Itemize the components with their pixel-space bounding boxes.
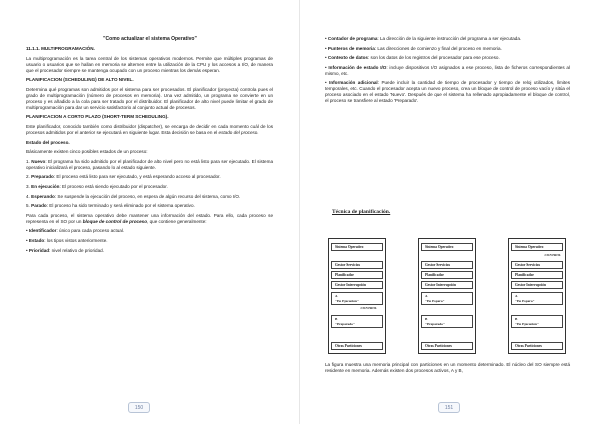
memory-column — [418, 238, 476, 354]
otras-particiones-cell: Otras Particiones — [511, 342, 563, 350]
process-b-box — [511, 315, 563, 328]
state-desc: : Se suspende la ejecución del proceso, en espera de algún recurso del sistema, como I/O. — [54, 193, 241, 199]
planificador-cell: Planificador — [331, 271, 383, 279]
left-page-text — [26, 46, 273, 257]
field-item: • Estado: los tipos vistos anteriormente. — [26, 237, 108, 243]
field-item: • Prioridad: nivel relativo de prioridad. — [26, 247, 104, 253]
field-desc: : son los datos de los registros del procesador para ese proceso. — [367, 55, 500, 61]
process-b-box — [421, 315, 473, 328]
process-a-box — [331, 292, 383, 305]
otras-particiones-cell: Otras Particiones — [421, 342, 473, 350]
state-desc: : El proceso ha sido terminado y será eliminado por el sistema operativo. — [46, 203, 195, 209]
process-b-state: "En Ejecución" — [515, 321, 539, 326]
field-name: Estado — [28, 237, 45, 243]
field-name: Prioridad — [28, 247, 50, 253]
process-a-state: "En Espera" — [425, 298, 445, 303]
process-a-label: A — [425, 294, 428, 298]
os-cell: Sistema Operativo — [331, 243, 383, 251]
process-a-box — [421, 292, 473, 305]
state-item — [26, 194, 273, 200]
paragraph-estado-intro: Básicamente existen cinco posibles estados de un proceso: — [26, 149, 148, 155]
process-a-label: A — [515, 294, 518, 298]
diagram-caption: La figura muestra una memoria principal con particiones en un momento determinado. El núcleo del SO siempre está residente en memoria. Además existen dos procesos activos, A y B, — [325, 362, 570, 373]
state-name: Parado — [31, 203, 47, 209]
field-desc: : Las direcciones de comienzo y final del proceso en memoria. — [374, 45, 502, 51]
gestor-servicios-cell: Gestor Servicios — [421, 261, 473, 269]
page-number-left: 150 — [128, 402, 150, 413]
state-item — [26, 174, 273, 180]
gestor-interrupcion-cell: Gestor Interrupción — [331, 281, 383, 289]
process-a-label: A — [335, 294, 338, 298]
field-item: • Información de estado I/O: incluye dispositivos I/O asignados a ese proceso, lista de ficheros correspondientes al mismo, etc. — [325, 64, 570, 76]
document-title: "Como actualizar el sistema Operativo" — [103, 36, 197, 42]
state-desc: : El proceso está siendo ejecutado por el procesador. — [59, 183, 168, 189]
planificador-cell: Planificador — [421, 271, 473, 279]
pcb-emphasis: bloque de control de proceso — [82, 218, 148, 224]
field-desc: : los tipos vistos anteriormente. — [44, 237, 108, 243]
field-desc: : nivel relativo de prioridad. — [49, 247, 104, 253]
state-num: 1. — [26, 158, 30, 164]
state-desc: : El proceso está listo para ser ejecutado, y está esperando acceso al procesador. — [53, 174, 221, 180]
state-name: Esperando — [31, 193, 55, 199]
field-desc: : La dirección de la siguiente instrucción del programa a ser ejecutada. — [377, 36, 522, 41]
field-name: Información adicional — [329, 80, 378, 86]
paragraph-corto-plazo — [26, 124, 273, 136]
diagram-title: Técnica de planificación. — [332, 209, 391, 215]
field-desc: : Puede incluir la cantidad de tiempo de procesador y tiempo de reloj utilizados, límites temporales, etc. Cuando el procesador acepta un nuevo proceso, crea un bloque de control de proceso vacío y sitúa el proceso asociado en el estado 'Nuevo'. Después de que el sistema ha rellenado apropiadamente el bloque de control, el proceso se transfiere al estado 'Preparado'. — [325, 80, 571, 104]
field-desc: : único para cada proceso actual. — [56, 228, 125, 234]
field-name: Contador de programa — [327, 36, 378, 41]
state-desc: : El programa ha sido admitido por el planificador de alto nivel pero no está listo para ser ejecutado. El sistema operativo inicializará el proceso, pasando lo al estado siguiente. — [26, 158, 273, 170]
state-name: Nuevo — [31, 158, 46, 164]
section-heading-corto-plazo: PLANIFICACION A CORTO PLAZO (SHORT-TERM SCHEDULING). — [26, 114, 169, 120]
field-item: • Información adicional: Puede incluir la cantidad de tiempo de procesador y tiempo de reloj utilizados, límites temporales, etc. Cuando el procesador acepta un nuevo proceso, crea un bloque de control de proceso vacío y sitúa el proceso asociado en el estado 'Nuevo'. Después de que el sistema ha rellenado apropiadamente el bloque de control, el proceso se transfiere al estado 'Preparado'. — [325, 80, 571, 104]
paragraph-multiprogramacion: La multiprogramación es la tarea central de los sistemas operativos modernos. Permite que múltiples programas de usuario o usuarios que se hallan en memoria se alternen entre la utilización de la CPU y los accesos a I/O, de manera que el procesador siempre se mantenga ocupado con un proceso mientras los demás esperan. — [26, 55, 273, 73]
state-item — [26, 203, 273, 209]
field-item: • Contador de programa: La dirección de la siguiente instrucción del programa a ser ejecutada. — [325, 36, 522, 41]
state-num: 3. — [26, 183, 30, 189]
scheduling-diagram — [326, 209, 570, 350]
gestor-servicios-cell: Gestor Servicios — [331, 261, 383, 269]
right-page-text — [325, 36, 570, 108]
process-a-state: "En Espera" — [515, 298, 535, 303]
process-b-label: B — [515, 317, 518, 321]
os-cell: Sistema Operativo — [511, 243, 563, 251]
field-item: • Punteros de memoria: Las direcciones de comienzo y final del proceso en memoria. — [325, 45, 502, 51]
field-item: • Identificador: único para cada proceso actual. — [26, 228, 125, 234]
gestor-interrupcion-cell: Gestor Interrupción — [511, 281, 563, 289]
field-name: Información de estado I/O — [328, 64, 387, 70]
paragraph-corto-plazo-italic: estado del proceso. — [218, 129, 259, 135]
state-item — [26, 184, 273, 190]
process-a-state: "En Ejecución" — [335, 298, 359, 303]
state-name: En ejecución — [31, 183, 60, 189]
otras-particiones-cell: Otras Particiones — [331, 342, 383, 350]
state-num: 2. — [26, 174, 30, 180]
process-b-state: "Preparado" — [425, 321, 445, 326]
control-label: CONTROL — [360, 306, 377, 310]
process-b-label: B — [425, 317, 428, 321]
field-desc: : incluye dispositivos I/O asignados a ese proceso, lista de ficheros correspondientes al mismo, etc. — [325, 64, 570, 76]
planificador-cell: Planificador — [511, 271, 563, 279]
state-num: 4. — [26, 193, 30, 199]
section-heading-multiprogramacion: 11.1.1. MULTIPROGRAMACIÓN. — [26, 46, 95, 51]
gestor-servicios-cell: Gestor Servicios — [511, 261, 563, 269]
paragraph-corto-plazo-text: Este planificador, conocido también como distribuidor (dispatcher), se encarga de decidir en cada momento cuál de los procesos admitidos por el anterior se ejecutará en siguiente lugar. Esta decisión se basa en el — [26, 123, 273, 135]
field-name: Punteros de memoria — [327, 45, 375, 51]
pcb-text: Para cada proceso, el sistema operativo debe mantener una información del estado. Para ello, cada proceso se representa en el SO por un — [26, 212, 273, 224]
process-b-label: B — [335, 317, 338, 321]
state-num: 5. — [26, 203, 30, 209]
gestor-interrupcion-cell: Gestor Interrupción — [421, 281, 473, 289]
memory-column — [328, 238, 386, 354]
state-name: Preparado — [31, 174, 54, 180]
field-name: Contexto de datos — [327, 55, 368, 61]
state-item — [26, 159, 273, 171]
paragraph-alto-nivel: Determina qué programas son admitidos por el sistema para ser procesados. El planificador (proyecta) controla pues el grado de multiprogramación (número de procesos en memoria). Una vez admitido, un programa se convierte en un proceso y es añadido a la cola para ser tratado por el distribuidor. El planificador de alto nivel puede limitar el grado de multiprogramación para dar un servicio satisfactorio al conjunto actual de procesos. — [26, 86, 273, 110]
process-b-box — [331, 315, 383, 328]
control-label: CONTROL — [544, 253, 561, 257]
paragraph-pcb — [26, 213, 273, 225]
os-cell: Sistema Operativo — [421, 243, 473, 251]
field-name: Identificador — [28, 228, 57, 234]
memory-column — [508, 238, 566, 354]
section-heading-alto-nivel: PLANIFICACION (SCHEDULING) DE ALTO NIVEL. — [26, 77, 134, 83]
section-heading-estado: Estado del proceso. — [26, 139, 70, 145]
page-number-right: 151 — [438, 402, 460, 413]
field-item: • Contexto de datos: son los datos de los registros del procesador para ese proceso. — [325, 55, 500, 61]
process-b-state: "Preparado" — [335, 321, 355, 326]
process-a-box — [511, 292, 563, 305]
pcb-text-end: , que contiene generalmente: — [147, 218, 207, 224]
